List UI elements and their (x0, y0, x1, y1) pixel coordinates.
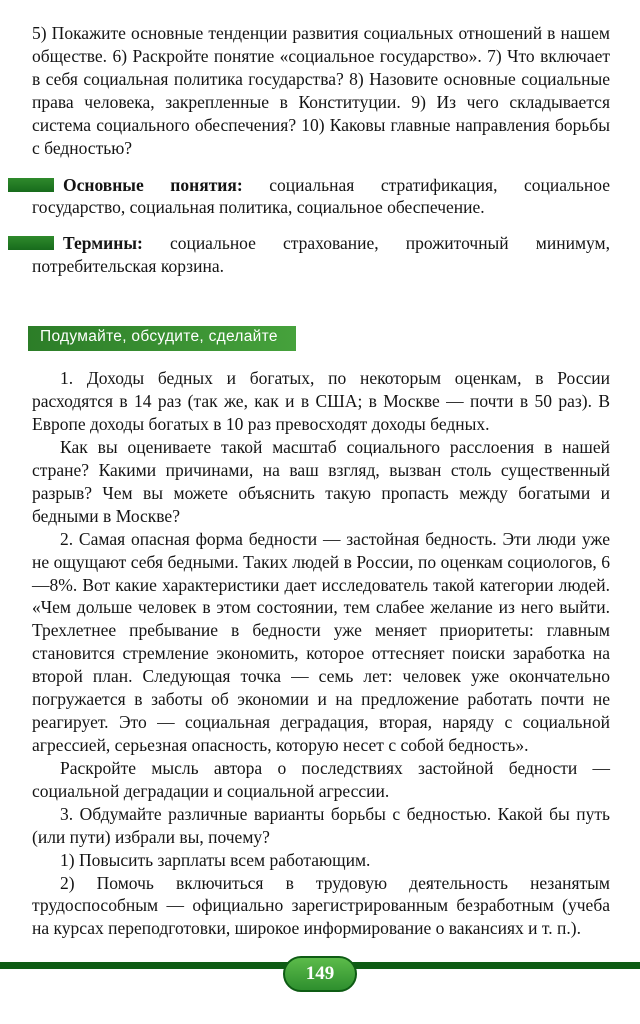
activity-list-item: 2) Помочь включиться в трудовую деятельность незанятым трудоспособным — официально зарегистрированным безработным (учеба на курсах переподготовки, широкое информирование о вакансиях и т. п.). (32, 872, 610, 939)
concepts-label: Основные понятия: (63, 174, 243, 195)
activity-paragraph: Как вы оцениваете такой масштаб социального расслоения в нашей стране? Какими причинами, на ваш взгляд, вызван столь существенный разрыв? Чем вы можете объяснить такую пропасть между богатыми и бедными в Москве? (32, 436, 610, 526)
terms-paragraph (32, 232, 610, 278)
think-discuss-banner: Подумайте, обсудите, сделайте (28, 326, 296, 351)
terms-marker-icon (8, 236, 54, 250)
terms-label: Термины: (63, 233, 143, 254)
questions-paragraph: 5) Покажите основные тенденции развития социальных отношений в нашем обществе. 6) Раскройте понятие «социальное государство». 7) Что включает в себя социальная политика государства? 8) Назовите основные социальные права человека, закрепленные в Конституции. 9) Из чего складывается система социального обеспечения? 10) Каковы главные направления борьбы с бедностью? (32, 23, 610, 158)
terms-text: социальное страхование, прожиточный минимум, потребительская корзина. (32, 233, 610, 277)
activity-paragraph: 2. Самая опасная форма бедности — застойная бедность. Эти люди уже не ощущают себя бедными. Таких людей в России, по оценкам социологов, 6—8%. Вот какие характеристики дает исследователь такой категории людей. «Чем дольше человек в этом состоянии, тем слабее желание из него выйти. Трехлетнее пребывание в бедности уже меняет приоритеты: главным становится стремление экономить, которое оттесняет поиски заработка на второй план. Следующая точка — семь лет: человек уже окончательно погружается в заботы об экономии и на предложение работать почти не реагирует. Это — социальная деградация, вторая, наряду с социальной агрессией, серьезная опасность, которую несет с собой бедность». (32, 528, 610, 755)
concepts-text: социальная стратификация, социальное государство, социальная политика, социальное обеспечение. (32, 174, 610, 218)
concepts-paragraph (32, 174, 610, 220)
page-number: 149 (305, 963, 335, 984)
activity-paragraph: Раскройте мысль автора о последствиях застойной бедности — социальной деградации и социальной агрессии. (32, 757, 610, 801)
activity-list-item: 1) Повысить зарплаты всем работающим. (60, 849, 371, 870)
concepts-marker-icon (8, 178, 54, 192)
page-number-badge (283, 956, 357, 992)
banner-row (32, 326, 610, 367)
activity-paragraph: 1. Доходы бедных и богатых, по некоторым оценкам, в России расходятся в 14 раз (так же, как и в США; в Москве — почти в 50 раз). В Европе доходы богатых в 10 раз превосходят доходы бедных. (32, 368, 610, 435)
activity-paragraph: 3. Обдумайте различные варианты борьбы с бедностью. Какой бы путь (или пути) избрали вы, почему? (32, 803, 610, 847)
